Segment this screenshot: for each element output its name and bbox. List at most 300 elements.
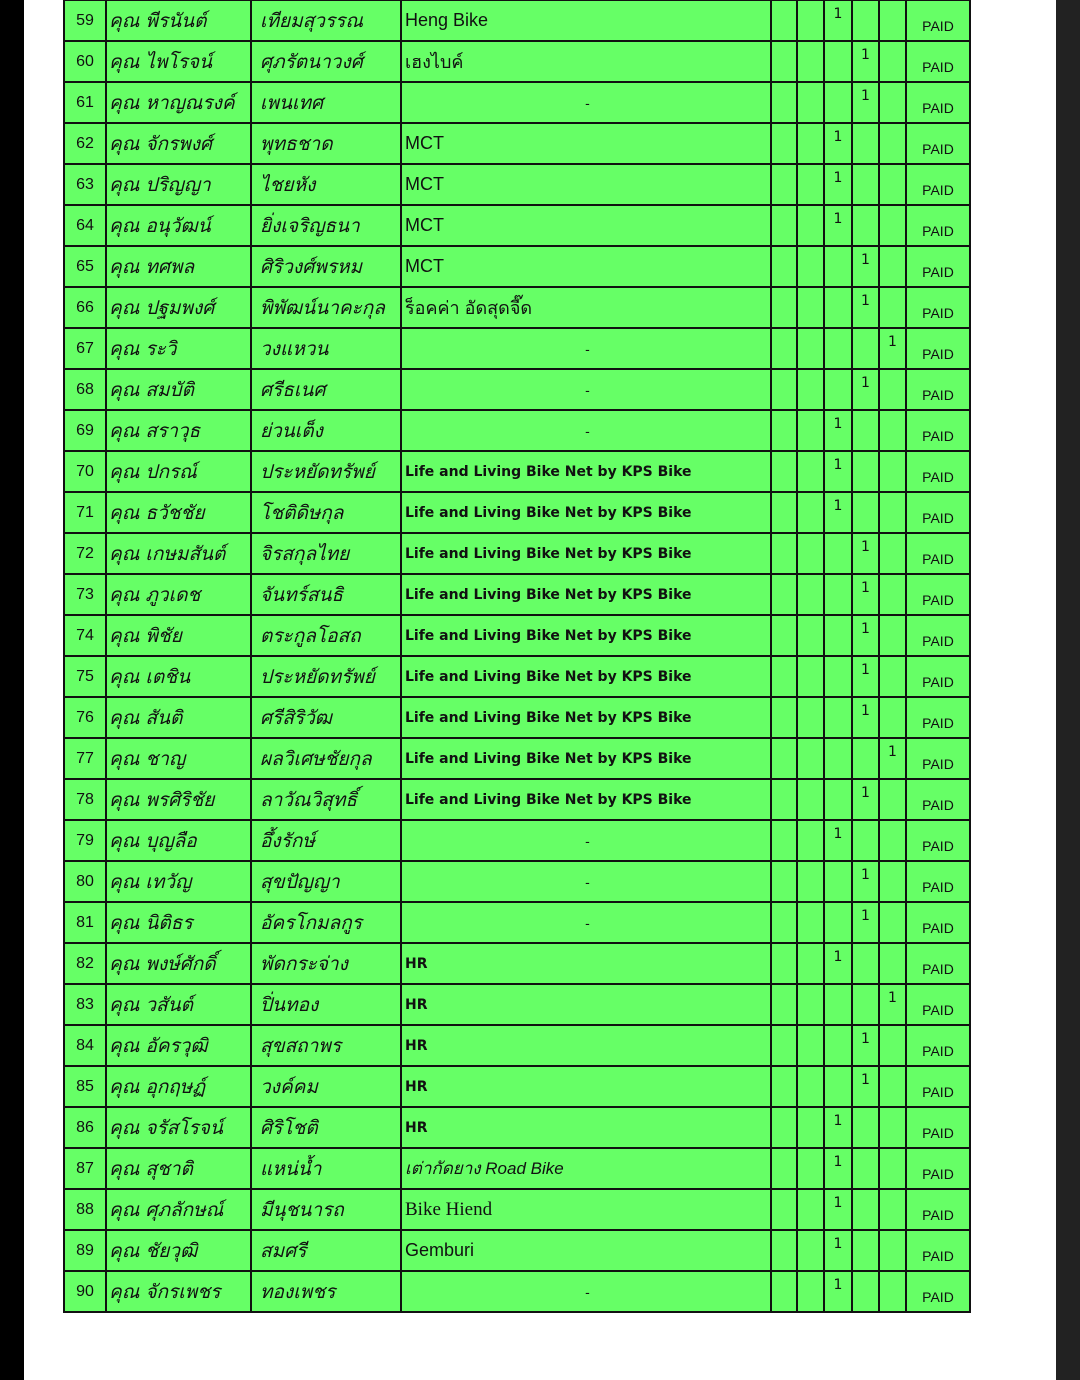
category-count-cell <box>771 1189 797 1230</box>
category-count-cell <box>797 1189 824 1230</box>
category-count-cell <box>771 1107 797 1148</box>
category-count-cell <box>771 287 797 328</box>
category-count-cell <box>852 328 879 369</box>
category-count-cell <box>879 123 906 164</box>
category-count-cell <box>824 656 852 697</box>
shop-name: MCT <box>401 246 771 287</box>
category-count-cell: 1 <box>824 205 852 246</box>
category-count-cell <box>771 779 797 820</box>
shop-name: เฮงไบค์ <box>401 41 771 82</box>
category-count-cell <box>879 943 906 984</box>
first-name-cell <box>106 697 251 738</box>
first-name-cell <box>106 205 251 246</box>
category-count-cell <box>771 492 797 533</box>
category-count-cell <box>797 1148 824 1189</box>
table-row <box>64 533 970 574</box>
row-number: 71 <box>64 492 106 533</box>
category-count-cell <box>879 861 906 902</box>
category-count-cell <box>797 902 824 943</box>
last-name: ลาวัณวิสุทธิ์ <box>251 779 401 820</box>
shop-name: Life and Living Bike Net by KPS Bike <box>401 574 771 615</box>
first-name-cell <box>106 1271 251 1312</box>
category-count-cell <box>771 1271 797 1312</box>
payment-status: PAID <box>906 779 970 820</box>
category-count-cell <box>824 328 852 369</box>
first-name-cell <box>106 123 251 164</box>
category-count-cell <box>879 492 906 533</box>
category-count-cell <box>797 656 824 697</box>
category-count-cell: 1 <box>824 492 852 533</box>
category-count-cell <box>797 984 824 1025</box>
first-name-cell <box>106 246 251 287</box>
title-prefix: คุณ <box>109 1034 140 1057</box>
table-row <box>64 82 970 123</box>
row-number: 61 <box>64 82 106 123</box>
category-count-cell <box>879 1066 906 1107</box>
category-count-cell: 1 <box>824 1271 852 1312</box>
title-prefix: คุณ <box>109 624 140 647</box>
title-prefix: คุณ <box>109 91 140 114</box>
category-count-cell <box>797 0 824 41</box>
first-name-cell <box>106 820 251 861</box>
category-count-cell <box>879 1107 906 1148</box>
first-name: จรัสโรจน์ <box>145 1116 223 1139</box>
payment-status: PAID <box>906 1271 970 1312</box>
row-number: 64 <box>64 205 106 246</box>
first-name-cell <box>106 82 251 123</box>
category-count-cell <box>771 369 797 410</box>
first-name: พรศิริชัย <box>145 788 215 811</box>
table-row <box>64 123 970 164</box>
category-count-cell: 1 <box>824 164 852 205</box>
category-count-cell <box>771 410 797 451</box>
payment-status: PAID <box>906 738 970 779</box>
category-count-cell <box>797 369 824 410</box>
shop-name: - <box>401 82 771 123</box>
payment-status: PAID <box>906 246 970 287</box>
title-prefix: คุณ <box>109 1075 140 1098</box>
category-count-cell <box>852 1271 879 1312</box>
category-count-cell <box>797 246 824 287</box>
category-count-cell: 1 <box>852 287 879 328</box>
last-name: ตระกูลโอสถ <box>251 615 401 656</box>
first-name: บุญลือ <box>145 829 197 852</box>
title-prefix: คุณ <box>109 1280 140 1303</box>
table-row <box>64 369 970 410</box>
category-count-cell: 1 <box>852 615 879 656</box>
category-count-cell <box>797 1107 824 1148</box>
row-number: 78 <box>64 779 106 820</box>
shop-name: Heng Bike <box>401 0 771 41</box>
shop-name: Life and Living Bike Net by KPS Bike <box>401 697 771 738</box>
row-number: 68 <box>64 369 106 410</box>
first-name-cell <box>106 1148 251 1189</box>
title-prefix: คุณ <box>109 501 140 524</box>
table-row <box>64 205 970 246</box>
category-count-cell <box>824 1066 852 1107</box>
last-name: เทียมสุวรรณ <box>251 0 401 41</box>
category-count-cell: 1 <box>852 656 879 697</box>
first-name-cell <box>106 902 251 943</box>
category-count-cell <box>771 123 797 164</box>
category-count-cell <box>771 738 797 779</box>
shop-name: Life and Living Bike Net by KPS Bike <box>401 779 771 820</box>
category-count-cell: 1 <box>852 1025 879 1066</box>
title-prefix: คุณ <box>109 665 140 688</box>
first-name: ปฐมพงศ์ <box>145 296 215 319</box>
title-prefix: คุณ <box>109 788 140 811</box>
payment-status: PAID <box>906 1107 970 1148</box>
first-name: นิติธร <box>145 911 193 934</box>
category-count-cell <box>879 820 906 861</box>
row-number: 86 <box>64 1107 106 1148</box>
category-count-cell <box>852 205 879 246</box>
first-name-cell <box>106 369 251 410</box>
category-count-cell: 1 <box>852 1066 879 1107</box>
category-count-cell <box>797 697 824 738</box>
table-row <box>64 697 970 738</box>
title-prefix: คุณ <box>109 583 140 606</box>
row-number: 66 <box>64 287 106 328</box>
payment-status: PAID <box>906 164 970 205</box>
category-count-cell <box>824 984 852 1025</box>
title-prefix: คุณ <box>109 173 140 196</box>
payment-status: PAID <box>906 697 970 738</box>
category-count-cell <box>879 902 906 943</box>
category-count-cell <box>771 246 797 287</box>
category-count-cell <box>771 615 797 656</box>
first-name-cell <box>106 1107 251 1148</box>
shop-name: MCT <box>401 123 771 164</box>
last-name: เพนเทศ <box>251 82 401 123</box>
table-row <box>64 164 970 205</box>
table-row <box>64 820 970 861</box>
last-name: มีนุชนารถ <box>251 1189 401 1230</box>
table-row <box>64 1230 970 1271</box>
first-name: เทวัญ <box>145 870 192 893</box>
category-count-cell <box>879 1230 906 1271</box>
shop-name: Life and Living Bike Net by KPS Bike <box>401 656 771 697</box>
category-count-cell <box>879 41 906 82</box>
category-count-cell <box>852 820 879 861</box>
shop-name: HR <box>401 984 771 1025</box>
category-count-cell <box>879 369 906 410</box>
category-count-cell <box>797 615 824 656</box>
category-count-cell <box>771 697 797 738</box>
row-number: 67 <box>64 328 106 369</box>
last-name: ทองเพชร <box>251 1271 401 1312</box>
payment-status: PAID <box>906 369 970 410</box>
category-count-cell <box>852 451 879 492</box>
row-number: 73 <box>64 574 106 615</box>
shop-name: HR <box>401 1107 771 1148</box>
first-name: สมบัติ <box>145 378 194 401</box>
category-count-cell <box>852 1148 879 1189</box>
first-name-cell <box>106 656 251 697</box>
viewer-edge <box>1056 0 1080 1380</box>
payment-status: PAID <box>906 861 970 902</box>
title-prefix: คุณ <box>109 296 140 319</box>
category-count-cell: 1 <box>824 820 852 861</box>
last-name: สุขสถาพร <box>251 1025 401 1066</box>
last-name: ไชยหัง <box>251 164 401 205</box>
category-count-cell <box>797 574 824 615</box>
table-row <box>64 287 970 328</box>
table-row <box>64 41 970 82</box>
table-row <box>64 410 970 451</box>
first-name-cell <box>106 779 251 820</box>
participants-table <box>63 0 971 1313</box>
table-row <box>64 0 970 41</box>
table-row <box>64 451 970 492</box>
category-count-cell: 1 <box>852 82 879 123</box>
title-prefix: คุณ <box>109 1198 140 1221</box>
category-count-cell <box>824 1025 852 1066</box>
row-number: 65 <box>64 246 106 287</box>
row-number: 80 <box>64 861 106 902</box>
first-name: ไพโรจน์ <box>145 50 213 73</box>
last-name: ปิ่นทอง <box>251 984 401 1025</box>
title-prefix: คุณ <box>109 214 140 237</box>
category-count-cell <box>879 82 906 123</box>
payment-status: PAID <box>906 656 970 697</box>
category-count-cell: 1 <box>824 1230 852 1271</box>
first-name-cell <box>106 738 251 779</box>
first-name: ทศพล <box>145 255 195 278</box>
category-count-cell <box>824 738 852 779</box>
first-name-cell <box>106 533 251 574</box>
category-count-cell <box>824 861 852 902</box>
row-number: 69 <box>64 410 106 451</box>
first-name: หาญณรงค์ <box>145 91 235 114</box>
title-prefix: คุณ <box>109 993 140 1016</box>
last-name: พุทธชาด <box>251 123 401 164</box>
category-count-cell <box>879 0 906 41</box>
category-count-cell: 1 <box>824 1107 852 1148</box>
row-number: 87 <box>64 1148 106 1189</box>
table-row <box>64 492 970 533</box>
payment-status: PAID <box>906 902 970 943</box>
payment-status: PAID <box>906 1189 970 1230</box>
shop-name: - <box>401 1271 771 1312</box>
payment-status: PAID <box>906 574 970 615</box>
row-number: 88 <box>64 1189 106 1230</box>
first-name-cell <box>106 492 251 533</box>
category-count-cell <box>879 410 906 451</box>
first-name-cell <box>106 1189 251 1230</box>
shop-name: - <box>401 328 771 369</box>
first-name-cell <box>106 861 251 902</box>
category-count-cell <box>879 451 906 492</box>
shop-name: MCT <box>401 205 771 246</box>
payment-status: PAID <box>906 1025 970 1066</box>
first-name: วสันต์ <box>145 993 193 1016</box>
title-prefix: คุณ <box>109 1239 140 1262</box>
first-name: พิชัย <box>145 624 182 647</box>
shop-name: - <box>401 369 771 410</box>
category-count-cell <box>824 779 852 820</box>
category-count-cell <box>879 779 906 820</box>
table-row <box>64 1066 970 1107</box>
first-name: อนุวัฒน์ <box>145 214 211 237</box>
first-name-cell <box>106 410 251 451</box>
table-row <box>64 943 970 984</box>
payment-status: PAID <box>906 328 970 369</box>
category-count-cell: 1 <box>852 779 879 820</box>
category-count-cell: 1 <box>852 861 879 902</box>
title-prefix: คุณ <box>109 460 140 483</box>
first-name: พีรนันต์ <box>145 9 207 32</box>
payment-status: PAID <box>906 533 970 574</box>
category-count-cell <box>852 984 879 1025</box>
table-row <box>64 615 970 656</box>
table-row <box>64 861 970 902</box>
last-name: ผลวิเศษชัยกุล <box>251 738 401 779</box>
category-count-cell <box>852 943 879 984</box>
category-count-cell: 1 <box>852 574 879 615</box>
first-name-cell <box>106 574 251 615</box>
table-row <box>64 902 970 943</box>
category-count-cell <box>771 902 797 943</box>
last-name: วงค์คม <box>251 1066 401 1107</box>
first-name-cell <box>106 0 251 41</box>
category-count-cell <box>824 287 852 328</box>
category-count-cell <box>879 574 906 615</box>
title-prefix: คุณ <box>109 1116 140 1139</box>
category-count-cell <box>879 246 906 287</box>
row-number: 90 <box>64 1271 106 1312</box>
first-name: ระวิ <box>145 337 177 360</box>
title-prefix: คุณ <box>109 542 140 565</box>
category-count-cell: 1 <box>824 0 852 41</box>
table-row <box>64 656 970 697</box>
shop-name: MCT <box>401 164 771 205</box>
payment-status: PAID <box>906 1066 970 1107</box>
table-row <box>64 574 970 615</box>
payment-status: PAID <box>906 820 970 861</box>
category-count-cell <box>879 656 906 697</box>
title-prefix: คุณ <box>109 747 140 770</box>
category-count-cell <box>824 41 852 82</box>
first-name: ชัยวุฒิ <box>145 1239 198 1262</box>
category-count-cell: 1 <box>852 369 879 410</box>
title-prefix: คุณ <box>109 1157 140 1180</box>
category-count-cell <box>797 82 824 123</box>
category-count-cell <box>797 1025 824 1066</box>
last-name: ยิ่งเจริญธนา <box>251 205 401 246</box>
category-count-cell <box>824 533 852 574</box>
last-name: ย่วนเต็ง <box>251 410 401 451</box>
last-name: จันทร์สนธิ <box>251 574 401 615</box>
category-count-cell <box>797 533 824 574</box>
category-count-cell <box>797 205 824 246</box>
category-count-cell: 1 <box>852 902 879 943</box>
category-count-cell <box>797 1230 824 1271</box>
last-name: สุขปัญญา <box>251 861 401 902</box>
shop-name: - <box>401 820 771 861</box>
row-number: 60 <box>64 41 106 82</box>
first-name: ปกรณ์ <box>145 460 197 483</box>
title-prefix: คุณ <box>109 829 140 852</box>
category-count-cell <box>824 615 852 656</box>
last-name: ศิริวงศ์พรหม <box>251 246 401 287</box>
last-name: ประหยัดทรัพย์ <box>251 451 401 492</box>
table-row <box>64 984 970 1025</box>
last-name: โชติดิษกุล <box>251 492 401 533</box>
last-name: พัดกระจ่าง <box>251 943 401 984</box>
first-name-cell <box>106 451 251 492</box>
category-count-cell <box>852 738 879 779</box>
last-name: อึ้งรักษ์ <box>251 820 401 861</box>
first-name: อัครวุฒิ <box>145 1034 208 1057</box>
title-prefix: คุณ <box>109 378 140 401</box>
row-number: 79 <box>64 820 106 861</box>
shop-name: Life and Living Bike Net by KPS Bike <box>401 738 771 779</box>
category-count-cell: 1 <box>852 533 879 574</box>
category-count-cell <box>797 123 824 164</box>
category-count-cell <box>852 1230 879 1271</box>
category-count-cell <box>771 861 797 902</box>
first-name: สุชาติ <box>145 1157 193 1180</box>
last-name: แหน่น้ำ <box>251 1148 401 1189</box>
first-name-cell <box>106 164 251 205</box>
first-name: เตชิน <box>145 665 191 688</box>
payment-status: PAID <box>906 1230 970 1271</box>
shop-name: Gemburi <box>401 1230 771 1271</box>
category-count-cell <box>824 574 852 615</box>
category-count-cell <box>797 738 824 779</box>
category-count-cell: 1 <box>852 246 879 287</box>
category-count-cell <box>771 164 797 205</box>
category-count-cell <box>797 451 824 492</box>
category-count-cell <box>852 1107 879 1148</box>
category-count-cell: 1 <box>824 943 852 984</box>
row-number: 62 <box>64 123 106 164</box>
category-count-cell: 1 <box>879 738 906 779</box>
table-row <box>64 779 970 820</box>
last-name: วงแหวน <box>251 328 401 369</box>
category-count-cell <box>879 205 906 246</box>
title-prefix: คุณ <box>109 870 140 893</box>
category-count-cell <box>879 164 906 205</box>
row-number: 83 <box>64 984 106 1025</box>
category-count-cell <box>771 656 797 697</box>
category-count-cell <box>771 41 797 82</box>
title-prefix: คุณ <box>109 50 140 73</box>
first-name: สันติ <box>145 706 183 729</box>
first-name-cell <box>106 41 251 82</box>
table-row <box>64 1025 970 1066</box>
category-count-cell <box>824 82 852 123</box>
last-name: พิพัฒน์นาคะกุล <box>251 287 401 328</box>
row-number: 89 <box>64 1230 106 1271</box>
payment-status: PAID <box>906 41 970 82</box>
category-count-cell: 1 <box>824 1148 852 1189</box>
category-count-cell <box>771 205 797 246</box>
row-number: 63 <box>64 164 106 205</box>
category-count-cell <box>771 984 797 1025</box>
category-count-cell <box>824 697 852 738</box>
row-number: 72 <box>64 533 106 574</box>
last-name: ศุภรัตนาวงศ์ <box>251 41 401 82</box>
row-number: 59 <box>64 0 106 41</box>
payment-status: PAID <box>906 287 970 328</box>
category-count-cell <box>824 246 852 287</box>
payment-status: PAID <box>906 492 970 533</box>
first-name-cell <box>106 1025 251 1066</box>
shop-name: Bike Hiend <box>401 1189 771 1230</box>
payment-status: PAID <box>906 615 970 656</box>
